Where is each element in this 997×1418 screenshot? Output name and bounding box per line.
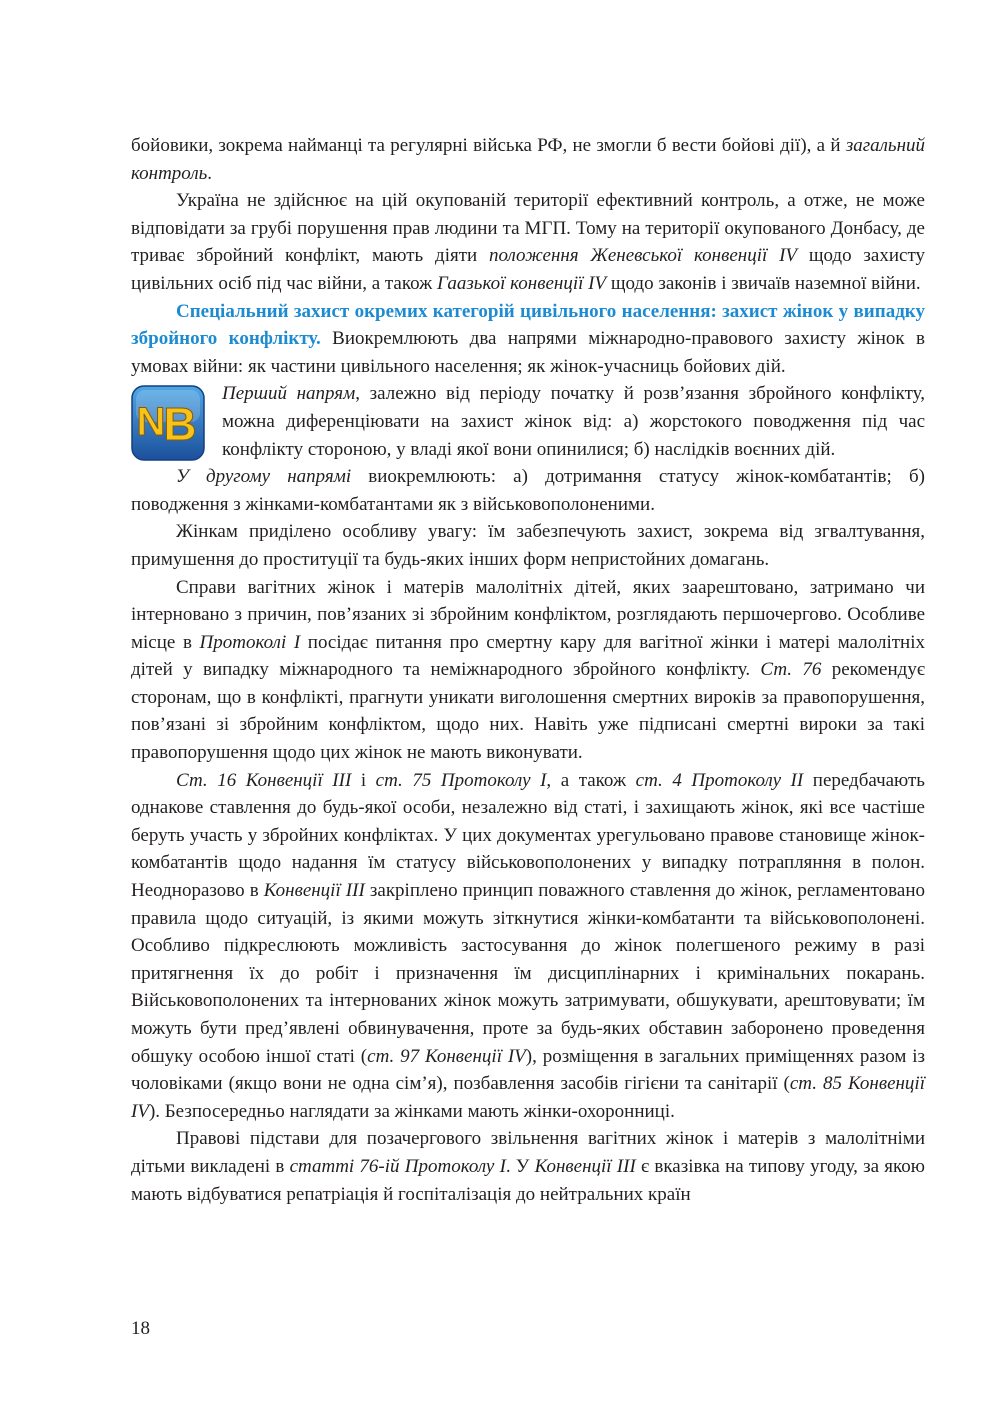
italic-run: ст. 75 Протоколу I: [375, 769, 547, 791]
italic-run: ст. 85 Конвенції IV: [131, 1073, 925, 1122]
svg-text:B: B: [163, 398, 197, 451]
paragraph-3: [131, 298, 925, 381]
text-run: .: [207, 162, 213, 184]
italic-run: У другому напрямі: [176, 466, 352, 488]
text-run: щодо захисту цивільних осіб під час війни, а також: [131, 245, 926, 294]
text-run: виокремлюють: а) дотримання статусу жінок-комбатантів; б) поводження з жінками-комбатантами як з військовополоненими.: [131, 466, 925, 515]
paragraph-7: [131, 574, 925, 767]
text-run: Жінкам приділено особливу увагу: їм забезпечують захист, зокрема від згвалтування, примушення до проституції та будь-яких інших форм непристойних домагань.: [131, 521, 925, 570]
paragraph-1: [131, 132, 925, 187]
svg-text:N: N: [136, 400, 166, 445]
paragraph-9: [131, 1125, 925, 1208]
text-run: Правові підстави для позачергового звільнення вагітних жінок і матерів з малолітніми дітьми викладені в: [131, 1128, 925, 1177]
text-run: Справи вагітних жінок і матерів малолітніх дітей, яких заарештовано, затримано чи інтерновано з причин, пов’язаних зі збройним конфліктом, розглядають першочергово. Особливе місце в: [131, 576, 925, 653]
italic-run: Протоколі I: [199, 631, 301, 653]
text-run: бойовики, зокрема найманці та регулярні війська РФ, не змогли б вести бойові дії), а й: [131, 135, 846, 156]
paragraph-5: [131, 463, 925, 518]
italic-run: Ст. 16 Конвенції III: [176, 769, 352, 791]
text-run: , залежно від періоду початку й розв’язання збройного конфлікту, можна диференціювати на захист жінок від: а) жорстокого поводження під час конфлікту стороною, у владі якої вони опинилися; б) наслідків воєнних дій.: [222, 383, 925, 460]
italic-run: Гаазької конвенції IV: [437, 272, 607, 294]
note-block: [131, 380, 925, 463]
paragraph-8: [131, 767, 925, 1126]
italic-run: положення Женевської конвенції IV: [489, 245, 798, 267]
text-run: закріплено принцип поважного ставлення до жінок, регламентовано правила щодо ситуацій, із якими можуть зіткнутися жінки-комбатанти та військовополонені. Особливо підкреслюють можливість застосування до жінок полегшеного режиму в разі притягнення їх до робіт і призначення їм дисциплінарних і кримінальних покарань. Військовополонених та інтернованих жінок можуть затримувати, обшукувати, арештовувати; їм можуть бути пред’явлені обвинувачення, проте за будь-яких обставин заборонено проведення обшуку особою іншої статі (: [131, 880, 925, 1067]
italic-run: Перший напрям: [222, 383, 356, 405]
nb-icon: [131, 385, 205, 461]
text-run: , а також: [546, 769, 636, 791]
italic-run: статті 76-ій Протоколу I: [289, 1155, 506, 1177]
text-run: і: [351, 769, 376, 791]
text-run: ), розміщення в загальних приміщеннях разом із чоловіками (якщо вони не одна сім’я), позбавлення засобів гігієни та санітарії (: [131, 1045, 925, 1095]
text-run: посідає питання про смертну кару для вагітної жінки і матері малолітніх дітей у випадку міжнародного та неміжнародного збройного конфлікту.: [131, 631, 925, 681]
italic-run: Конвенції III: [534, 1155, 636, 1177]
text-run: Україна не здійснює на цій окупованій території ефективний контроль, а отже, не може відповідати за грубі порушення прав людини та МГП. Тому на території окупованого Донбасу, де триває збройний конфлікт, мають діяти: [131, 190, 925, 267]
paragraph-6: [131, 518, 925, 573]
text-run: Виокремлюють два напрями міжнародно-правового захисту жінок в умовах війни: як частини цивільного населення; як жінок-учасниць бойових дій.: [131, 328, 925, 377]
page-number: 18: [131, 1318, 150, 1339]
text-run: рекомендує сторонам, що в конфлікті, прагнути уникати виголошення смертних вироків за правопорушення, пов’язані зі збройним конфліктом, щодо них. Навіть уже підписані смертні вироки за такі правопорушення щодо цих жінок не мають виконувати.: [131, 659, 925, 764]
italic-run: ст. 97 Конвенції IV: [367, 1045, 526, 1067]
italic-run: Конвенції III: [263, 880, 365, 902]
paragraph-4: [222, 380, 925, 463]
paragraph-2: [131, 187, 925, 297]
text-run: передбачають однакове ставлення до будь-якої особи, незалежно від статі, і захищають жінок, які все частіше беруть участь у збройних конфліктах. У цих документах урегульовано правове становище жінок-комбатантів щодо надання їм статусу військовополонених у випадку потрапляння в полон. Неодноразово в: [131, 769, 925, 902]
italic-run: загальний контроль: [131, 135, 925, 184]
italic-run: ст. 4 Протоколу II: [635, 769, 804, 791]
text-run: ). Безпосередньо наглядати за жінками мають жінки-охоронниці.: [148, 1100, 675, 1122]
text-run: щодо законів і звичаїв наземної війни.: [606, 272, 921, 294]
italic-run: Ст. 76: [760, 659, 822, 681]
text-run: . У: [505, 1155, 535, 1177]
section-heading: Спеціальний захист окремих категорій цивільного населення: захист жінок у випадку збройного конфлікту.: [131, 300, 925, 350]
text-run: є вказівка на типову угоду, за якою мають відбуватися репатріація й госпіталізація до нейтральних країн: [131, 1155, 925, 1205]
page-body: [131, 132, 925, 1208]
